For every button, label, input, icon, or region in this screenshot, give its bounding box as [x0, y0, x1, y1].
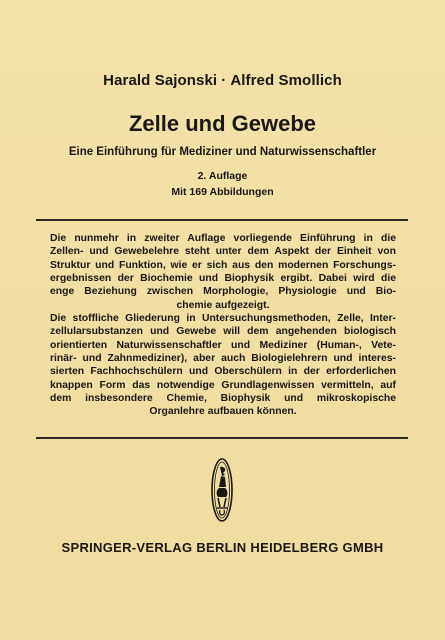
author-name: Harald Sajonski [103, 72, 218, 89]
desc-line: sierten Fachhochschülern und Oberschülern in der erforderlichen [50, 366, 396, 378]
desc-line: Die stoffliche Gliederung in Untersuchungsmethoden, Zelle, Inter- [50, 313, 396, 325]
desc-line: enge Beziehung zwischen Morphologie, Physiologie und Bio- [50, 286, 396, 298]
top-rule [36, 219, 408, 221]
publisher-name: SPRINGER-VERLAG BERLIN HEIDELBERG GMBH [61, 540, 384, 555]
desc-line: Zellen- und Gewebelehre steht unter dem Aspekt der Einheit von [50, 246, 396, 258]
author-name: Alfred Smollich [230, 72, 342, 89]
desc-line: dem insbesondere Chemie, Biophysik und mikroskopische [50, 393, 396, 405]
desc-line: ergebnissen der Biochemie und Biophysik ergibt. Dabei wird die [50, 273, 396, 285]
bottom-rule [36, 437, 408, 439]
desc-line: orientierten Naturwissenschaftler und Mediziner (Human-, Vete- [50, 339, 396, 351]
author-separator: · [221, 72, 227, 89]
desc-line: rinär- und Zahnmediziner), aber auch Biologielehrern und interes- [50, 353, 396, 365]
book-subtitle: Eine Einführung für Mediziner und Naturwissenschaftler [68, 146, 377, 158]
edition-label: 2. Auflage [197, 170, 248, 182]
desc-line: zellularsubstanzen und Gewebe will dem angehenden biologisch [50, 326, 396, 338]
springer-knight-icon [210, 457, 234, 523]
desc-line: Die nunmehr in zweiter Auflage vorliegende Einführung in die [50, 233, 396, 244]
book-title: Zelle und Gewebe [128, 111, 317, 136]
authors [0, 72, 445, 89]
desc-line: knappen Form das notwendige Grundlagenwissen vermitteln, auf [50, 379, 396, 391]
desc-line: Struktur und Funktion, wie er sich aus den modernen Forschungs- [50, 259, 396, 271]
desc-line: Organlehre aufbauen können. [149, 406, 297, 418]
figures-count: Mit 169 Abbildungen [171, 186, 274, 198]
desc-line: chemie aufgezeigt. [176, 299, 270, 311]
description-block [50, 232, 396, 419]
